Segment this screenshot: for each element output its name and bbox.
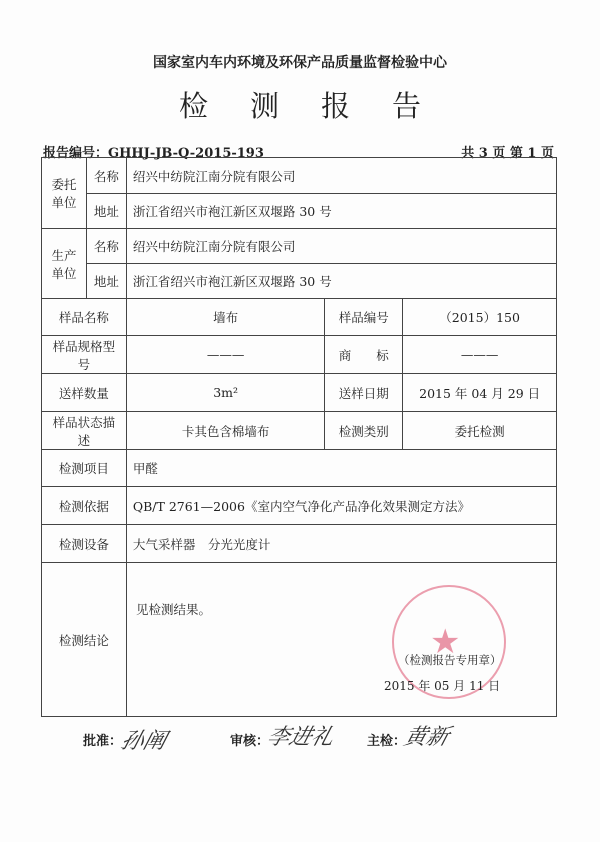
chief-label: 主检：: [367, 734, 407, 749]
label: 样品名称: [42, 299, 127, 336]
label: 送样数量: [42, 374, 127, 412]
organization-name: 国家室内车内环境及环保产品质量监督检验中心: [153, 55, 447, 71]
sample-spec: ———: [126, 336, 324, 374]
label: 样品规格型号: [42, 336, 127, 374]
sample-quantity: 3m²: [126, 374, 324, 412]
label: 商 标: [325, 336, 403, 374]
sample-state: 卡其色含棉墙布: [126, 412, 324, 450]
test-equipment: 大气采样器 分光光度计: [126, 525, 556, 563]
label: 样品编号: [325, 299, 403, 336]
stamp-label: （检测报告专用章）: [398, 653, 502, 667]
page-info: 共 3 页 第 1 页: [461, 146, 554, 161]
approve-signature: 孙阐: [118, 729, 169, 754]
chief-signature: 黄新: [401, 725, 452, 750]
label: 地址: [86, 194, 126, 229]
approve-label: 批准：: [83, 734, 123, 749]
label: 检测项目: [42, 450, 127, 487]
report-date: 2015 年 05 月 11 日: [384, 679, 501, 693]
test-basis: QB/T 2761—2006《室内空气净化产品净化效果测定方法》: [126, 487, 556, 525]
label: 检测设备: [42, 525, 127, 563]
sample-brand: ———: [403, 336, 557, 374]
test-item: 甲醛: [126, 450, 556, 487]
client-address: 浙江省绍兴市袍江新区双堰路 30 号: [126, 194, 556, 229]
producer-address: 浙江省绍兴市袍江新区双堰路 30 号: [126, 264, 556, 299]
label: 名称: [86, 158, 126, 194]
review-label: 审核：: [230, 734, 270, 749]
label: 地址: [86, 264, 126, 299]
report-number: 报告编号：GHHJ-JB-Q-2015-193: [43, 146, 264, 161]
label: 名称: [86, 229, 126, 264]
sample-date: 2015 年 04 月 29 日: [403, 374, 557, 412]
report-title: 检测报告: [178, 89, 463, 123]
conclusion-text: 见检测结果。: [136, 602, 212, 617]
producer-name: 绍兴中纺院江南分院有限公司: [126, 229, 556, 264]
producer-group-label: 生产单位: [42, 229, 87, 299]
stamp-star-icon: ★: [430, 622, 461, 662]
sample-name: 墙布: [126, 299, 324, 336]
label: 检测依据: [42, 487, 127, 525]
label: 检测类别: [325, 412, 403, 450]
client-name: 绍兴中纺院江南分院有限公司: [126, 158, 556, 194]
client-group-label: 委托单位: [42, 158, 87, 229]
label: 送样日期: [325, 374, 403, 412]
label: 样品状态描述: [42, 412, 127, 450]
sample-number: （2015）150: [403, 299, 557, 336]
label: 检测结论: [42, 563, 127, 717]
review-signature: 李进礼: [264, 725, 337, 750]
test-type: 委托检测: [403, 412, 557, 450]
